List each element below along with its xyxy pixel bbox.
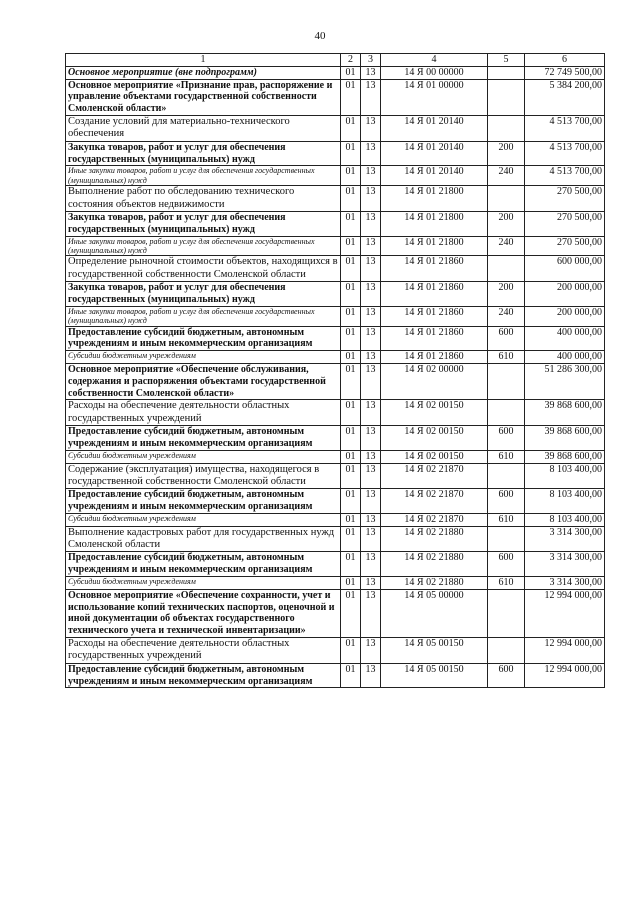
- section-code-cell: 01: [341, 638, 361, 664]
- row-name-cell: Иные закупки товаров, работ и услуг для обеспечения государственных (муниципальных) нужд: [66, 236, 341, 256]
- amount-cell: 5 384 200,00: [525, 79, 605, 115]
- table-row: [66, 166, 605, 186]
- table-row: [66, 663, 605, 688]
- column-header: 6: [525, 54, 605, 67]
- amount-cell: 3 314 300,00: [525, 577, 605, 590]
- amount-cell: 600 000,00: [525, 256, 605, 282]
- section-code-cell: 01: [341, 166, 361, 186]
- section-code-cell: 01: [341, 364, 361, 400]
- subsection-code-cell: 13: [361, 256, 381, 282]
- row-name-cell: Закупка товаров, работ и услуг для обеспечения государственных (муниципальных) нужд: [66, 282, 341, 307]
- column-header: 4: [381, 54, 488, 67]
- section-code-cell: 01: [341, 552, 361, 577]
- target-article-cell: 14 Я 05 00150: [381, 663, 488, 688]
- target-article-cell: 14 Я 01 20140: [381, 141, 488, 166]
- target-article-cell: 14 Я 01 21860: [381, 326, 488, 351]
- subsection-code-cell: 13: [361, 663, 381, 688]
- section-code-cell: 01: [341, 79, 361, 115]
- subsection-code-cell: 13: [361, 326, 381, 351]
- row-name-cell: Субсидии бюджетным учреждениям: [66, 450, 341, 463]
- expense-type-cell: [488, 638, 525, 664]
- section-code-cell: 01: [341, 211, 361, 236]
- target-article-cell: 14 Я 01 21860: [381, 256, 488, 282]
- subsection-code-cell: 13: [361, 306, 381, 326]
- section-code-cell: 01: [341, 663, 361, 688]
- section-code-cell: 01: [341, 326, 361, 351]
- expense-type-cell: 200: [488, 211, 525, 236]
- row-name-cell: Предоставление субсидий бюджетным, автономным учреждениям и иным некоммерческим организациям: [66, 489, 341, 514]
- expense-type-cell: 200: [488, 141, 525, 166]
- amount-cell: 200 000,00: [525, 282, 605, 307]
- amount-cell: 39 868 600,00: [525, 426, 605, 451]
- target-article-cell: 14 Я 01 21800: [381, 236, 488, 256]
- row-name-cell: Субсидии бюджетным учреждениям: [66, 577, 341, 590]
- section-code-cell: 01: [341, 236, 361, 256]
- amount-cell: 8 103 400,00: [525, 513, 605, 526]
- table-row: [66, 256, 605, 282]
- amount-cell: 4 513 700,00: [525, 166, 605, 186]
- target-article-cell: 14 Я 02 00000: [381, 364, 488, 400]
- row-name-cell: Субсидии бюджетным учреждениям: [66, 351, 341, 364]
- row-name-cell: Субсидии бюджетным учреждениям: [66, 513, 341, 526]
- expense-type-cell: 610: [488, 577, 525, 590]
- target-article-cell: 14 Я 02 00150: [381, 400, 488, 426]
- amount-cell: 3 314 300,00: [525, 552, 605, 577]
- table-row: [66, 141, 605, 166]
- section-code-cell: 01: [341, 489, 361, 514]
- table-row: [66, 513, 605, 526]
- target-article-cell: 14 Я 01 21860: [381, 306, 488, 326]
- amount-cell: 51 286 300,00: [525, 364, 605, 400]
- expense-type-cell: 610: [488, 450, 525, 463]
- subsection-code-cell: 13: [361, 463, 381, 489]
- target-article-cell: 14 Я 02 21880: [381, 526, 488, 552]
- table-row: [66, 236, 605, 256]
- subsection-code-cell: 13: [361, 577, 381, 590]
- expense-type-cell: 600: [488, 489, 525, 514]
- row-name-cell: Выполнение кадастровых работ для государственных нужд Смоленской области: [66, 526, 341, 552]
- row-name-cell: Основное мероприятие «Признание прав, распоряжение и управление объектами государственной собственности Смоленской области»: [66, 79, 341, 115]
- section-code-cell: 01: [341, 400, 361, 426]
- expense-type-cell: [488, 186, 525, 212]
- row-name-cell: Расходы на обеспечение деятельности областных государственных учреждений: [66, 638, 341, 664]
- expense-type-cell: 600: [488, 552, 525, 577]
- subsection-code-cell: 13: [361, 426, 381, 451]
- subsection-code-cell: 13: [361, 236, 381, 256]
- section-code-cell: 01: [341, 589, 361, 637]
- amount-cell: 270 500,00: [525, 211, 605, 236]
- row-name-cell: Иные закупки товаров, работ и услуг для обеспечения государственных (муниципальных) нужд: [66, 166, 341, 186]
- subsection-code-cell: 13: [361, 282, 381, 307]
- section-code-cell: 01: [341, 186, 361, 212]
- expense-type-cell: 240: [488, 236, 525, 256]
- subsection-code-cell: 13: [361, 513, 381, 526]
- row-name-cell: Предоставление субсидий бюджетным, автономным учреждениям и иным некоммерческим организациям: [66, 426, 341, 451]
- row-name-cell: Предоставление субсидий бюджетным, автономным учреждениям и иным некоммерческим организациям: [66, 552, 341, 577]
- subsection-code-cell: 13: [361, 364, 381, 400]
- target-article-cell: 14 Я 01 21860: [381, 282, 488, 307]
- subsection-code-cell: 13: [361, 79, 381, 115]
- subsection-code-cell: 13: [361, 526, 381, 552]
- target-article-cell: 14 Я 01 21800: [381, 186, 488, 212]
- amount-cell: 400 000,00: [525, 326, 605, 351]
- row-name-cell: Основное мероприятие «Обеспечение обслуживания, содержания и распоряжения объектами государственной собственности Смоленской области»: [66, 364, 341, 400]
- row-name-cell: Иные закупки товаров, работ и услуг для обеспечения государственных (муниципальных) нужд: [66, 306, 341, 326]
- table-header-row: [66, 54, 605, 67]
- amount-cell: 8 103 400,00: [525, 463, 605, 489]
- amount-cell: 39 868 600,00: [525, 450, 605, 463]
- amount-cell: 400 000,00: [525, 351, 605, 364]
- section-code-cell: 01: [341, 526, 361, 552]
- target-article-cell: 14 Я 01 21800: [381, 211, 488, 236]
- subsection-code-cell: 13: [361, 400, 381, 426]
- expense-type-cell: [488, 115, 525, 141]
- target-article-cell: 14 Я 01 00000: [381, 79, 488, 115]
- expense-type-cell: [488, 400, 525, 426]
- target-article-cell: 14 Я 01 20140: [381, 115, 488, 141]
- expense-type-cell: [488, 66, 525, 79]
- section-code-cell: 01: [341, 351, 361, 364]
- amount-cell: 270 500,00: [525, 236, 605, 256]
- target-article-cell: 14 Я 02 21880: [381, 552, 488, 577]
- expense-type-cell: [488, 589, 525, 637]
- row-name-cell: Выполнение работ по обследованию технического состояния объектов недвижимости: [66, 186, 341, 212]
- section-code-cell: 01: [341, 66, 361, 79]
- target-article-cell: 14 Я 05 00000: [381, 589, 488, 637]
- table-row: [66, 66, 605, 79]
- target-article-cell: 14 Я 00 00000: [381, 66, 488, 79]
- table-row: [66, 186, 605, 212]
- column-header: 1: [66, 54, 341, 67]
- target-article-cell: 14 Я 01 21860: [381, 351, 488, 364]
- table-row: [66, 306, 605, 326]
- expense-type-cell: [488, 79, 525, 115]
- table-row: [66, 115, 605, 141]
- subsection-code-cell: 13: [361, 166, 381, 186]
- section-code-cell: 01: [341, 577, 361, 590]
- column-header: 5: [488, 54, 525, 67]
- amount-cell: 270 500,00: [525, 186, 605, 212]
- column-header: 3: [361, 54, 381, 67]
- table-body: [66, 66, 605, 688]
- amount-cell: 72 749 500,00: [525, 66, 605, 79]
- table-row: [66, 326, 605, 351]
- amount-cell: 4 513 700,00: [525, 115, 605, 141]
- subsection-code-cell: 13: [361, 450, 381, 463]
- target-article-cell: 14 Я 02 21870: [381, 513, 488, 526]
- expense-type-cell: 610: [488, 513, 525, 526]
- row-name-cell: Закупка товаров, работ и услуг для обеспечения государственных (муниципальных) нужд: [66, 211, 341, 236]
- section-code-cell: 01: [341, 463, 361, 489]
- table-row: [66, 364, 605, 400]
- table-row: [66, 589, 605, 637]
- subsection-code-cell: 13: [361, 589, 381, 637]
- expense-type-cell: 610: [488, 351, 525, 364]
- expense-type-cell: [488, 526, 525, 552]
- subsection-code-cell: 13: [361, 211, 381, 236]
- subsection-code-cell: 13: [361, 141, 381, 166]
- expense-type-cell: 600: [488, 426, 525, 451]
- expense-type-cell: [488, 364, 525, 400]
- amount-cell: 8 103 400,00: [525, 489, 605, 514]
- subsection-code-cell: 13: [361, 115, 381, 141]
- table-row: [66, 211, 605, 236]
- subsection-code-cell: 13: [361, 638, 381, 664]
- row-name-cell: Содержание (эксплуатация) имущества, находящегося в государственной собственности Смоленской области: [66, 463, 341, 489]
- table-row: [66, 282, 605, 307]
- row-name-cell: Расходы на обеспечение деятельности областных государственных учреждений: [66, 400, 341, 426]
- target-article-cell: 14 Я 05 00150: [381, 638, 488, 664]
- section-code-cell: 01: [341, 256, 361, 282]
- page-number: 40: [314, 30, 326, 42]
- table-row: [66, 489, 605, 514]
- subsection-code-cell: 13: [361, 66, 381, 79]
- target-article-cell: 14 Я 02 21870: [381, 489, 488, 514]
- section-code-cell: 01: [341, 306, 361, 326]
- section-code-cell: 01: [341, 450, 361, 463]
- expense-type-cell: [488, 256, 525, 282]
- target-article-cell: 14 Я 02 00150: [381, 450, 488, 463]
- table-row: [66, 400, 605, 426]
- table-row: [66, 552, 605, 577]
- row-name-cell: Закупка товаров, работ и услуг для обеспечения государственных (муниципальных) нужд: [66, 141, 341, 166]
- expense-type-cell: [488, 463, 525, 489]
- expense-type-cell: 240: [488, 306, 525, 326]
- amount-cell: 12 994 000,00: [525, 589, 605, 637]
- table-row: [66, 638, 605, 664]
- column-header: 2: [341, 54, 361, 67]
- target-article-cell: 14 Я 02 21880: [381, 577, 488, 590]
- section-code-cell: 01: [341, 513, 361, 526]
- amount-cell: 12 994 000,00: [525, 638, 605, 664]
- budget-table: [65, 53, 605, 688]
- subsection-code-cell: 13: [361, 186, 381, 212]
- amount-cell: 3 314 300,00: [525, 526, 605, 552]
- subsection-code-cell: 13: [361, 489, 381, 514]
- target-article-cell: 14 Я 01 20140: [381, 166, 488, 186]
- section-code-cell: 01: [341, 282, 361, 307]
- row-name-cell: Основное мероприятие (вне подпрограмм): [66, 66, 341, 79]
- section-code-cell: 01: [341, 141, 361, 166]
- subsection-code-cell: 13: [361, 552, 381, 577]
- table-row: [66, 351, 605, 364]
- row-name-cell: Предоставление субсидий бюджетным, автономным учреждениям и иным некоммерческим организациям: [66, 326, 341, 351]
- table-row: [66, 426, 605, 451]
- expense-type-cell: 600: [488, 663, 525, 688]
- subsection-code-cell: 13: [361, 351, 381, 364]
- target-article-cell: 14 Я 02 21870: [381, 463, 488, 489]
- table-row: [66, 450, 605, 463]
- section-code-cell: 01: [341, 426, 361, 451]
- table-row: [66, 577, 605, 590]
- row-name-cell: Предоставление субсидий бюджетным, автономным учреждениям и иным некоммерческим организациям: [66, 663, 341, 688]
- expense-type-cell: 200: [488, 282, 525, 307]
- row-name-cell: Основное мероприятие «Обеспечение сохранности, учет и использование копий технических паспортов, оценочной и иной документации об объектах государственного технического учета и технической инвентаризации»: [66, 589, 341, 637]
- amount-cell: 4 513 700,00: [525, 141, 605, 166]
- row-name-cell: Создание условий для материально-технического обеспечения: [66, 115, 341, 141]
- target-article-cell: 14 Я 02 00150: [381, 426, 488, 451]
- section-code-cell: 01: [341, 115, 361, 141]
- table-row: [66, 526, 605, 552]
- expense-type-cell: 240: [488, 166, 525, 186]
- amount-cell: 39 868 600,00: [525, 400, 605, 426]
- table-row: [66, 463, 605, 489]
- expense-type-cell: 600: [488, 326, 525, 351]
- table-row: [66, 79, 605, 115]
- amount-cell: 12 994 000,00: [525, 663, 605, 688]
- row-name-cell: Определение рыночной стоимости объектов, находящихся в государственной собственности Смоленской области: [66, 256, 341, 282]
- amount-cell: 200 000,00: [525, 306, 605, 326]
